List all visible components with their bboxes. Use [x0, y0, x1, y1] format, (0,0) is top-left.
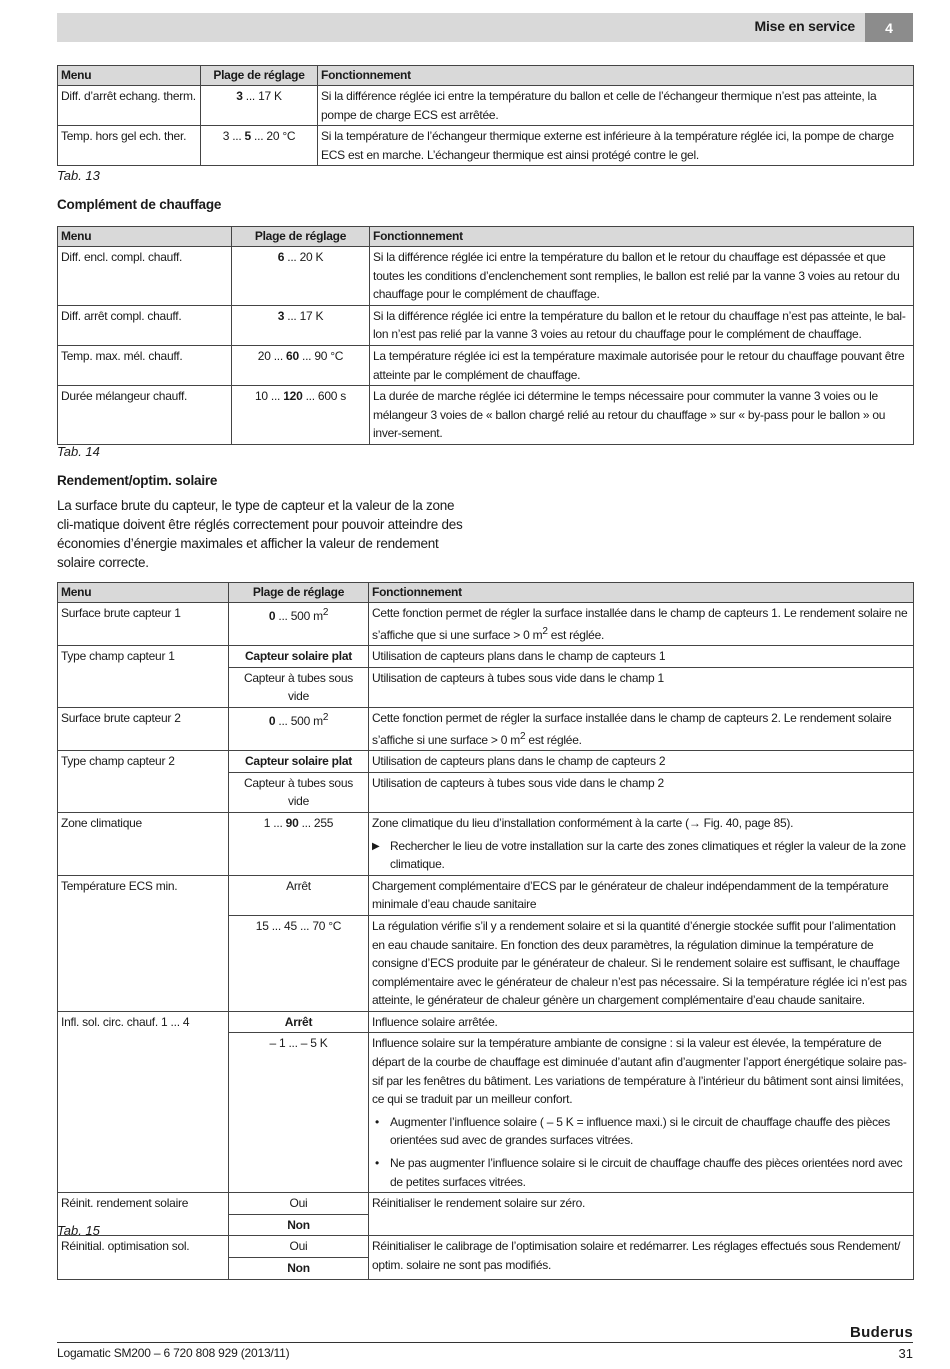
brand-logo: Buderus	[850, 1324, 913, 1341]
table-row	[58, 86, 914, 126]
range-cell: Non	[229, 1214, 369, 1236]
section-heading-heating: Complément de chauffage	[57, 197, 222, 212]
function-cell: Si la différence réglée ici entre la température du ballon et le retour du chauffage est dépassée et que toutes les conditions d’enclenchement sont remplies, le ballon est relié par la vanne 3 voies au retour du chauffage pour le complément de chauffage.	[370, 247, 914, 306]
menu-cell: Type champ capteur 1	[58, 646, 229, 708]
table-row	[58, 751, 914, 773]
range-cell: Arrêt	[229, 875, 369, 915]
table-row	[58, 707, 914, 750]
menu-cell: Température ECS min.	[58, 875, 229, 1011]
function-cell: Influence solaire sur la température ambiante de consigne : si la valeur est élevée, la température de départ de la courbe de chauffage est diminuée d’autant afin d’augmenter l’apport énergétique solaire pas-sif par les fenêtres du bâtiment. Les variations de température à l’intérieur du bâtiment sont ainsi limitées, ce qui se traduit par un meilleur confort. • Augmenter l’influence solaire ( – 5 K = influence maxi.) si le circuit de chauffage chauffe des pièces orientées sud avec de grandes surfaces vitrées. • Ne pas augmenter l’influence solaire si le circuit de chauffage chauffe des pièces orientées nord avec de petites surfaces vitrées.	[369, 1033, 914, 1193]
chapter-number: 4	[865, 13, 913, 42]
footer-divider	[57, 1342, 913, 1343]
menu-cell: Surface brute capteur 2	[58, 707, 229, 750]
menu-cell: Diff. encl. compl. chauff.	[58, 247, 232, 306]
table-row	[58, 126, 914, 166]
menu-cell: Type champ capteur 2	[58, 751, 229, 813]
menu-cell: Temp. max. mél. chauff.	[58, 345, 232, 385]
table-row	[58, 603, 914, 646]
col-header-menu: Menu	[58, 583, 229, 603]
col-header-function: Fonctionnement	[369, 583, 914, 603]
menu-cell: Infl. sol. circ. chauf. 1 ... 4	[58, 1011, 229, 1192]
menu-cell: Zone climatique	[58, 812, 229, 875]
table-caption: Tab. 13	[57, 168, 100, 183]
table-row	[58, 1011, 914, 1033]
range-cell: Capteur solaire plat	[229, 646, 369, 668]
range-cell: Oui	[229, 1236, 369, 1258]
range-cell: 1 ... 90 ... 255	[229, 812, 369, 875]
table-15	[57, 582, 914, 1280]
table-13	[57, 65, 914, 166]
col-header-function: Fonctionnement	[370, 227, 914, 247]
function-cell: Zone climatique du lieu d’installation conformément à la carte (→ Fig. 40, page 85). ▶ Rechercher le lieu de votre installation sur la carte des zones climatiques et régler la valeur de la zone climatique.	[369, 812, 914, 875]
col-header-range: Plage de réglage	[232, 227, 370, 247]
range-cell: 0 ... 500 $m^2$	[229, 707, 369, 750]
range-cell: Non	[229, 1258, 369, 1280]
col-header-function: Fonctionnement	[318, 66, 914, 86]
table-row	[58, 875, 914, 915]
function-cell: Chargement complémentaire d’ECS par le générateur de chaleur indépendamment de la température minimale d’eau chaude sanitaire	[369, 875, 914, 915]
table-row	[58, 305, 914, 345]
bullet-icon: •	[375, 1156, 379, 1171]
function-cell: Utilisation de capteurs plans dans le champ de capteurs 1	[369, 646, 914, 668]
function-cell: Cette fonction permet de régler la surface installée dans le champ de capteurs 2. Le rendement solaire s’affiche si une surface > 0 $m^2$ est réglée.	[369, 707, 914, 750]
menu-cell: Diff. arrêt compl. chauff.	[58, 305, 232, 345]
function-cell: Si la différence réglée ici entre la température du ballon et celle de l’échangeur thermique n’est pas atteinte, la pompe de charge ECS est arrêtée.	[318, 86, 914, 126]
table-row	[58, 386, 914, 445]
range-cell: 3 ... 5 ... 20 °C	[201, 126, 318, 166]
table-row	[58, 247, 914, 306]
range-cell: Capteur solaire plat	[229, 751, 369, 773]
table-caption: Tab. 14	[57, 444, 100, 459]
section-heading-solar: Rendement/optim. solaire	[57, 473, 218, 488]
menu-cell: Réinitial. optimisation sol.	[58, 1236, 229, 1279]
col-header-range: Plage de réglage	[201, 66, 318, 86]
range-cell: 15 ... 45 ... 70 °C	[229, 915, 369, 1011]
function-cell: Si la température de l’échangeur thermique externe est inférieure à la température réglée ici, la pompe de charge ECS est en marche. L’échangeur thermique est ainsi protégé contre le gel.	[318, 126, 914, 166]
function-cell: Réinitialiser le calibrage de l’optimisation solaire et redémarrer. Les réglages effectués sous Rendement/ optim. solaire ne sont pas modifiés.	[369, 1236, 914, 1279]
bullet-icon: •	[375, 1114, 379, 1129]
table-header-row	[58, 227, 914, 247]
range-cell: 3 ... 17 K	[232, 305, 370, 345]
range-cell: 0 ... 500 $m^2$	[229, 603, 369, 646]
table-row	[58, 1193, 914, 1215]
arrow-right-icon: ▶	[372, 840, 380, 852]
function-cell: La température réglée ici est la température maximale autorisée pour le retour du chauffage pouvant être atteinte par le complément de chauffage.	[370, 345, 914, 385]
function-cell: La régulation vérifie s’il y a rendement solaire et si la quantité d’énergie stockée suffit pour l’alimentation en eau chaude sanitaire. En fonction des deux paramètres, la régulation diminue la température de consigne d’ECS produite par le générateur de chaleur. Si le rendement solaire est suffisant, le chauffage complémentaire avec le générateur de chaleur n’est pas nécessaire. Si la température réglée ici n’est pas atteinte, le générateur de chaleur génère un chargement complémentaire d’eau chaude sanitaire.	[369, 915, 914, 1011]
range-cell: Capteur à tubes sous vide	[229, 667, 369, 707]
table-row	[58, 345, 914, 385]
function-cell: Utilisation de capteurs à tubes sous vide dans le champ 1	[369, 667, 914, 707]
col-header-range: Plage de réglage	[229, 583, 369, 603]
document-reference: Logamatic SM200 – 6 720 808 929 (2013/11)	[57, 1346, 290, 1360]
list-item: • Augmenter l’influence solaire ( – 5 K = influence maxi.) si le circuit de chauffage chauffe des pièces orientées sud avec de grandes surfaces vitrées.	[372, 1113, 910, 1150]
menu-cell: Réinit. rendement solaire	[58, 1193, 229, 1236]
menu-cell: Temp. hors gel ech. ther.	[58, 126, 201, 166]
action-step: ▶ Rechercher le lieu de votre installation sur la carte des zones climatiques et régler la valeur de la zone climatique.	[372, 837, 910, 874]
table-14	[57, 226, 914, 445]
function-cell: Cette fonction permet de régler la surface installée dans le champ de capteurs 1. Le rendement solaire ne s’affiche que si une surface > 0 $m^2$ est réglée.	[369, 603, 914, 646]
range-cell: 3 ... 17 K	[201, 86, 318, 126]
range-cell: 10 ... 120 ... 600 s	[232, 386, 370, 445]
page-header	[57, 13, 913, 42]
range-cell: 20 ... 60 ... 90 °C	[232, 345, 370, 385]
table-row	[58, 646, 914, 668]
col-header-menu: Menu	[58, 227, 232, 247]
range-cell: Capteur à tubes sous vide	[229, 772, 369, 812]
table-header-row	[58, 66, 914, 86]
table-row	[58, 1236, 914, 1258]
range-cell: Oui	[229, 1193, 369, 1215]
menu-cell: Diff. d’arrêt echang. therm.	[58, 86, 201, 126]
range-cell: – 1 ... – 5 K	[229, 1033, 369, 1193]
function-cell: Utilisation de capteurs plans dans le champ de capteurs 2	[369, 751, 914, 773]
range-cell: Arrêt	[229, 1011, 369, 1033]
table-row	[58, 812, 914, 875]
range-cell: 6 ... 20 K	[232, 247, 370, 306]
list-item: • Ne pas augmenter l’influence solaire si le circuit de chauffage chauffe des pièces orientées nord avec de petites surfaces vitrées.	[372, 1154, 910, 1191]
table-caption: Tab. 15	[57, 1223, 100, 1238]
table-header-row	[58, 583, 914, 603]
function-cell: Réinitialiser le rendement solaire sur zéro.	[369, 1193, 914, 1236]
menu-cell: Durée mélangeur chauff.	[58, 386, 232, 445]
function-cell: Utilisation de capteurs à tubes sous vide dans le champ 2	[369, 772, 914, 812]
page-number: 31	[898, 1346, 913, 1361]
solar-intro-paragraph: La surface brute du capteur, le type de capteur et la valeur de la zone cli-matique doivent être réglés correctement pour pouvoir atteindre des économies d’énergie maximales et afficher la valeur de rendement solaire correcte.	[57, 498, 463, 570]
section-title: Mise en service	[754, 18, 855, 34]
col-header-menu: Menu	[58, 66, 201, 86]
function-cell: La durée de marche réglée ici détermine le temps nécessaire pour commuter la vanne 3 voies ou le mélangeur 3 voies de « ballon chargé relié au retour du chauffage » sur « by-pass pour le ballon » ou inver-sement.	[370, 386, 914, 445]
function-cell: Influence solaire arrêtée.	[369, 1011, 914, 1033]
menu-cell: Surface brute capteur 1	[58, 603, 229, 646]
function-cell: Si la différence réglée ici entre la température du ballon et le retour du chauffage n’est pas atteinte, le bal-lon n’est pas relié par la vanne 3 voies au retour du chauffage pour le complément de chauffage.	[370, 305, 914, 345]
